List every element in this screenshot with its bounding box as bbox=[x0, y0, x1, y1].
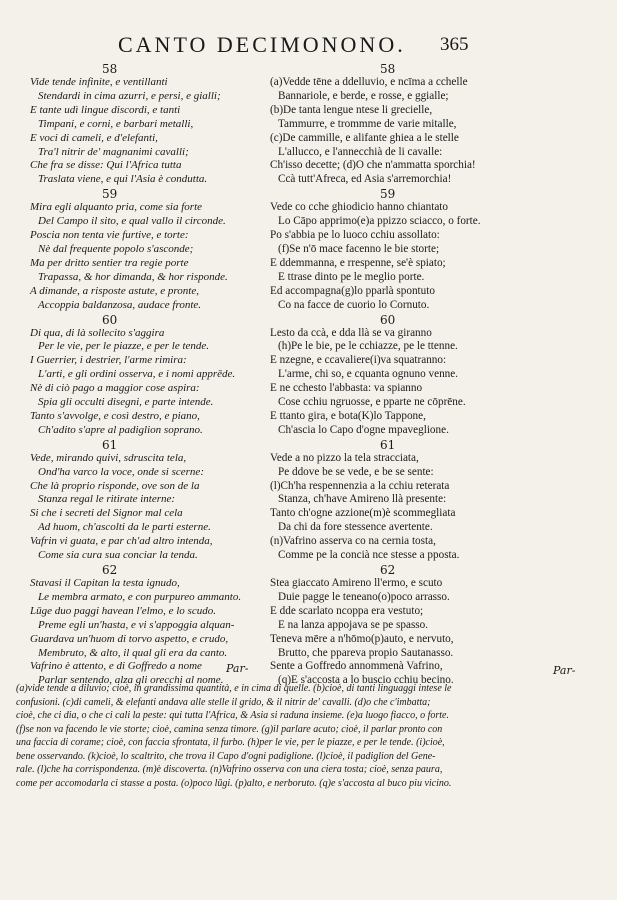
verse-line: Stavasi il Capitan la testa ignudo, bbox=[30, 577, 180, 589]
canto-title: CANTO DECIMONONO. bbox=[118, 32, 406, 57]
stanza bbox=[270, 188, 595, 312]
stanza bbox=[270, 314, 595, 438]
stanza-number: 60 bbox=[380, 312, 396, 327]
page-header bbox=[0, 32, 617, 62]
verse-line: Ccà tutt'Afreca, ed Asia s'arremorchia! bbox=[278, 173, 452, 186]
stanza bbox=[30, 188, 270, 312]
verse-line: (n)Vafrino asserva co na cernia tosta, bbox=[270, 535, 436, 548]
verse-line: Trapassa, & hor dimanda, & hor risponde. bbox=[38, 270, 228, 283]
stanza-number: 58 bbox=[380, 62, 396, 76]
verse-line: Ch'isso decette; (d)O che n'ammatta sporchia! bbox=[270, 159, 476, 172]
verse-line: Membruto, & alto, il qual gli era da canto. bbox=[38, 646, 228, 659]
verse-line: Che fra se disse: Qui l'Africa tutta bbox=[30, 159, 182, 172]
verse-line: Di qua, di là sollecito s'aggira bbox=[30, 326, 165, 339]
italian-text-column bbox=[30, 62, 270, 688]
verse-line: (a)Vedde tēne a ddelluvio, e ncīma a cchelle bbox=[270, 76, 468, 88]
stanza-number: 62 bbox=[380, 563, 396, 577]
stanza-number: 59 bbox=[102, 187, 118, 202]
verse-line: Vede a no pizzo la tela stracciata, bbox=[270, 451, 419, 464]
verse-line: (l)Ch'ha respennenzia a la cchiu reterata bbox=[270, 479, 450, 492]
page-number: 365 bbox=[440, 34, 469, 55]
verse-line: Stanza regal le ritirate interne: bbox=[38, 493, 176, 506]
verse-line: E ddemmanna, e rrespenne, se'è spiato; bbox=[270, 256, 446, 269]
verse-line: Le membra armato, e con purpureo ammanto. bbox=[38, 590, 242, 603]
verse-line: Ond'ha varco la voce, onde si scerne: bbox=[38, 465, 204, 478]
verse-line: (b)De tanta lengue ntese li grecielle, bbox=[270, 103, 433, 116]
verse-line: L'arme, chi so, e cquanta ognuno venne. bbox=[278, 368, 459, 381]
footnote-line: (f)se non va facendo le vie storte; cioè, camina senza timore. (g)il parlare acuto; cioè, il parlar pronto con bbox=[16, 723, 443, 735]
verse-line: Nè di ciò pago a maggior cose aspira: bbox=[30, 382, 200, 395]
stanza-number: 62 bbox=[102, 563, 118, 577]
footnotes-block bbox=[16, 682, 606, 790]
verse-line: E tante udì lingue discordi, e tanti bbox=[30, 103, 181, 116]
verse-line: Da chi da fore stessence avertente. bbox=[278, 521, 433, 534]
stanza bbox=[30, 63, 270, 187]
neapolitan-text-column bbox=[270, 62, 595, 688]
verse-line: Nè dal frequente popolo s'asconde; bbox=[38, 242, 194, 255]
verse-line: Stanza, ch'have Amireno llà presente: bbox=[278, 493, 447, 506]
verse-line: Vede co cche ghiodicio hanno chiantato bbox=[270, 201, 448, 214]
verse-line: E voci di cameli, e d'elefanti, bbox=[30, 131, 158, 144]
verse-line: Ad huom, ch'ascolti da le parti esterne. bbox=[38, 521, 211, 534]
stanza bbox=[270, 439, 595, 563]
verse-line: Mira egli alquanto pria, come sia forte bbox=[30, 201, 203, 214]
stanza-number: 59 bbox=[380, 187, 396, 202]
verse-line: E ttanto gira, e bota(K)lo Tappone, bbox=[270, 409, 426, 422]
stanza bbox=[30, 439, 270, 563]
verse-line: E na lanza appojava se pe spasso. bbox=[278, 618, 429, 631]
verse-line: Tra'l nitrir de' magnanimi cavalli; bbox=[38, 145, 189, 158]
verse-line: Ma per dritto sentier tra regie porte bbox=[30, 256, 189, 269]
verse-line: Lesto da ccà, e dda llà se va giranno bbox=[270, 326, 432, 339]
verse-line: Traslata viene, e qui l'Asia è condutta. bbox=[38, 173, 208, 186]
footnote-line: come per accomodarla ci stasse a posta. (o)poco lūgi. (p)alto, e nerboruto. (q)e s'accosta al buco piu vicino. bbox=[16, 777, 452, 789]
verse-line: Teneva mēre a n'hōmo(p)auto, e nervuto, bbox=[270, 632, 454, 645]
verse-line: Stea giaccato Amireno ll'ermo, e scuto bbox=[270, 577, 443, 589]
stanza bbox=[270, 564, 595, 688]
stanza-number: 61 bbox=[102, 437, 118, 452]
verse-line: Ed accompagna(g)lo pparlà spontuto bbox=[270, 284, 435, 297]
verse-line: Lūge duo paggi havean l'elmo, e lo scudo. bbox=[30, 604, 216, 617]
verse-line: Timpani, e corni, e barbari metalli, bbox=[38, 117, 194, 130]
verse-line: Pe ddove be se vede, e be se sente: bbox=[278, 465, 434, 478]
verse-line: Accoppia baldanzosa, audace fronte. bbox=[38, 298, 202, 311]
stanza-number: 61 bbox=[380, 437, 396, 452]
stanza bbox=[270, 63, 595, 187]
footnote-line: cioè, che ci dia, o che ci cali la peste: qui tutta l'Africa, & Asia si raduna insieme. (e)a luogo fiacco, o forte. bbox=[16, 710, 449, 721]
verse-line: Stendardi in cima azurri, e persi, e gialli; bbox=[38, 89, 221, 102]
verse-line: E dde scarlato ncoppa era vestuto; bbox=[270, 604, 424, 617]
verse-line: Del Campo il sito, e qual vallo il circonde. bbox=[38, 215, 226, 228]
verse-line: Vafrin vi guata, e par ch'ad altro intenda, bbox=[30, 535, 213, 548]
verse-line: Tanto ch'ogne azzione(m)è scommegliata bbox=[270, 507, 456, 520]
stanza-number: 60 bbox=[102, 312, 118, 327]
verse-line: Bannariole, e berde, e rosse, e ggialle; bbox=[278, 89, 449, 102]
stanza-number: 58 bbox=[102, 62, 118, 76]
footnote-line: rale. (l)che ha corrispondenza. (m)è discoverta. (n)Vafrino osserva con una ciera tosta; cioè, senza paura, bbox=[16, 764, 443, 775]
verse-line: Vafrino è attento, e di Goffredo a nome bbox=[30, 660, 202, 673]
verse-line: E ne cchesto l'abbasta: va spianno bbox=[270, 382, 423, 395]
verse-line: Duie pagge le teneano(o)poco arrasso. bbox=[278, 590, 450, 603]
verse-line: Tanto s'avvolge, e così destro, e piano, bbox=[30, 409, 200, 422]
right-catchword: Par- bbox=[553, 664, 576, 677]
footnote-line: bene osservando. (k)cioè, lo scaltrito, che trova il Capo d'ogni padiglione. (l)cioè, il padiglion del Gene- bbox=[16, 750, 436, 762]
footnote-line: una faccia di corame; cioè, con faccia sfrontata, il furbo. (h)per le vie, per le piazze, e per le tende. (i)cioè, bbox=[16, 737, 445, 748]
verse-line: (h)Pe le bie, pe le cchiazze, pe le ttenne. bbox=[278, 340, 458, 353]
verse-line: Vide tende infinite, e ventillanti bbox=[30, 76, 168, 88]
verse-line: Ch'adito s'apre al padiglion soprano. bbox=[38, 423, 203, 436]
footnote-line: confusioni. (c)di cameli, & elefanti andava alle stelle il grido, & il nitrir de' cavalli. (d)o che c'imbatta; bbox=[16, 696, 431, 708]
verse-line: Parlar sentendo, alza gli orecchi al nome. bbox=[38, 674, 224, 687]
verse-line: E nzegne, e ccavaliere(i)va squatranno: bbox=[270, 354, 447, 367]
verse-line: Per le vie, per le piazze, e per le tende. bbox=[38, 340, 210, 353]
verse-line: Comme pe la concià nce stesse a pposta. bbox=[278, 549, 460, 562]
verse-line: Spia gli occulti disegni, e parte intende. bbox=[38, 396, 214, 409]
verse-line: Sente a Goffredo annommenà Vafrino, bbox=[270, 660, 443, 673]
verse-line: Cose cchiu ngruosse, e pparte ne cōprēne. bbox=[278, 396, 466, 409]
verse-line: A dimande, a risposte astute, e pronte, bbox=[30, 284, 199, 297]
verse-line: Brutto, che ppareva propio Sautanasso. bbox=[278, 646, 454, 659]
verse-line: Ch'ascia lo Capo d'ogne mpaveglione. bbox=[278, 423, 449, 436]
verse-line: Guardava un'huom di torvo aspetto, e crudo, bbox=[30, 632, 229, 645]
verse-line: Come sia cura sua conciar la tenda. bbox=[38, 549, 198, 562]
verse-line: Co na facce de cuorio lo Cornuto. bbox=[278, 298, 430, 311]
verse-line: I Guerrier, i destrier, l'arme rimira: bbox=[30, 354, 187, 367]
verse-line: Tammurre, e trommme de varie mitalle, bbox=[278, 117, 457, 130]
footnote-line: (a)vide tende a diluvio; cioè, in grandissima quantità, e in cima di quelle. (b)cioè, di tanti linguaggi intese le bbox=[16, 683, 452, 694]
verse-line: L'arti, e gli ordini osserva, e i nomi apprēde. bbox=[38, 368, 236, 381]
verse-line: Poscia non tenta vie furtive, e torte: bbox=[30, 229, 189, 242]
verse-line: (c)De cammille, e alifante ghiea a le stelle bbox=[270, 131, 459, 144]
verse-line: E ttrase dinto pe le meglio porte. bbox=[278, 270, 425, 283]
verse-line: Si che i secreti del Signor mal cela bbox=[30, 507, 183, 520]
verse-line: Che là proprio risponde, ove son de la bbox=[30, 479, 200, 492]
left-catchword: Par- bbox=[226, 662, 249, 675]
verse-line: Po s'abbia pe lo luoco cchiu assollato: bbox=[270, 229, 440, 242]
verse-line: Lo Cāpo apprimo(e)a ppizzo sciacco, o forte. bbox=[278, 215, 481, 228]
verse-line: (f)Se n'ō mace facenno le bie storte; bbox=[278, 242, 440, 255]
verse-line: L'allucco, e l'annecchià de li cavalle: bbox=[278, 145, 443, 158]
verse-line: (q)E s'accosta a lo buscio cchiu becino. bbox=[278, 674, 454, 687]
verse-line: Vede, mirando quivi, sdruscita tela, bbox=[30, 451, 187, 464]
stanza bbox=[30, 314, 270, 438]
verse-line: Preme egli un'hasta, e vi s'appoggia alquan- bbox=[38, 618, 235, 631]
